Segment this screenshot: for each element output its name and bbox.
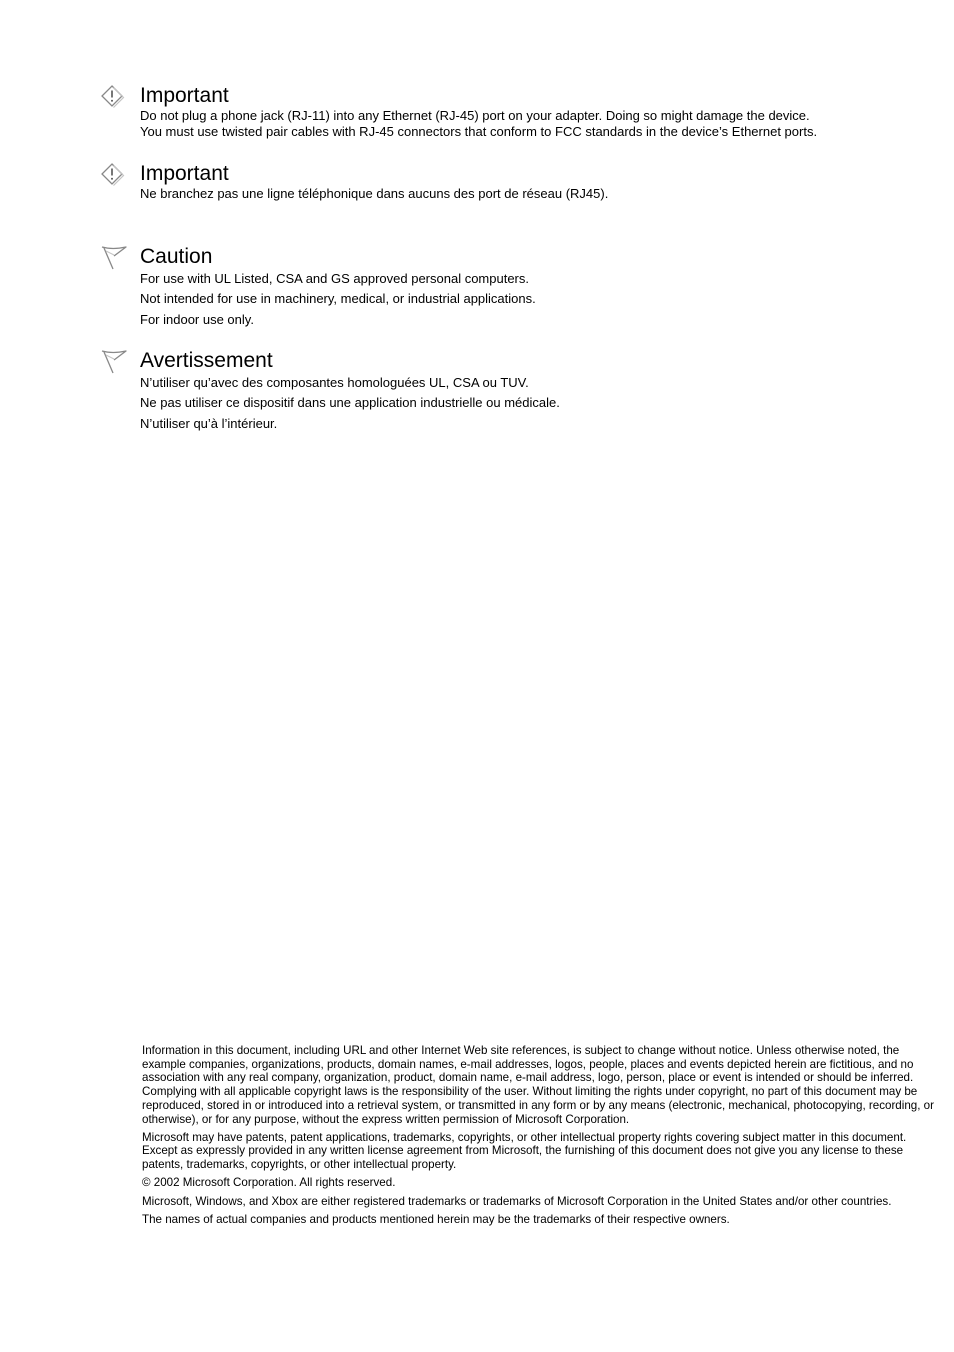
notice-body <box>140 186 930 202</box>
notice-line: N’utiliser qu’avec des composantes homologuées UL, CSA ou TUV. <box>140 375 529 390</box>
legal-paragraph-disclaimer: Information in this document, including URL and other Internet Web site references, is subject to change without notice. Unless otherwise noted, the example companies, organizations, products, domain names, e-mail addresses, logos, people, places and events depicted herein are fictitious, and no association with any real company, organization, product, domain name, e-mail address, logo, person, place or event is intended or should be inferred. Complying with all applicable copyright laws is the responsibility of the user. Without limiting the rights under copyright, no part of this document may be reproduced, stored in or introduced into a retrieval system, or transmitted in any form or by any means (electronic, mechanical, photocopying, recording, or otherwise), or for any purpose, without the express written permission of Microsoft Corporation. <box>142 1044 934 1126</box>
exclamation-diamond-icon <box>100 84 126 110</box>
caution-flag-icon <box>100 245 126 271</box>
legal-paragraph-trademarks: Microsoft, Windows, and Xbox are either registered trademarks or trademarks of Microsoft Corporation in the United States and/or other countries. <box>142 1194 892 1208</box>
legal-paragraph-patents: Microsoft may have patents, patent applications, trademarks, copyrights, or other intellectual property rights covering subject matter in this document. Except as expressly provided in any written license agreement from Microsoft, the furnishing of this document does not give you any license to these patents, trademarks, copyrights, or other intellectual property. <box>142 1130 907 1172</box>
notice-heading: Caution <box>140 245 213 268</box>
notice-body <box>140 108 930 140</box>
notice-line: For indoor use only. <box>140 311 254 327</box>
exclamation-diamond-icon <box>100 162 126 188</box>
notice-body <box>140 373 930 434</box>
notice-line: Not intended for use in machinery, medical, or industrial applications. <box>140 291 536 307</box>
legal-paragraph-third-party: The names of actual companies and products mentioned herein may be the trademarks of their respective owners. <box>142 1212 730 1226</box>
notice-line: You must use twisted pair cables with RJ-45 connectors that conform to FCC standards in the device’s Ethernet ports. <box>140 124 818 139</box>
notice-body <box>140 269 930 330</box>
caution-flag-icon <box>100 349 126 375</box>
notice-line: N’utiliser qu’à l’intérieur. <box>140 415 278 431</box>
notice-line: Ne branchez pas une ligne téléphonique dans aucuns des port de réseau (RJ45). <box>140 186 609 201</box>
copyright-line: © 2002 Microsoft Corporation. All rights reserved. <box>142 1176 396 1190</box>
notice-line: Do not plug a phone jack (RJ-11) into any Ethernet (RJ-45) port on your adapter. Doing so might damage the device. <box>140 108 810 123</box>
legal-notice <box>142 1044 938 1231</box>
notice-line: For use with UL Listed, CSA and GS approved personal computers. <box>140 271 529 286</box>
notice-line: Ne pas utiliser ce dispositif dans une application industrielle ou médicale. <box>140 395 560 411</box>
notice-heading: Avertissement <box>140 349 273 372</box>
notice-heading: Important <box>140 162 229 185</box>
notice-heading: Important <box>140 84 229 107</box>
